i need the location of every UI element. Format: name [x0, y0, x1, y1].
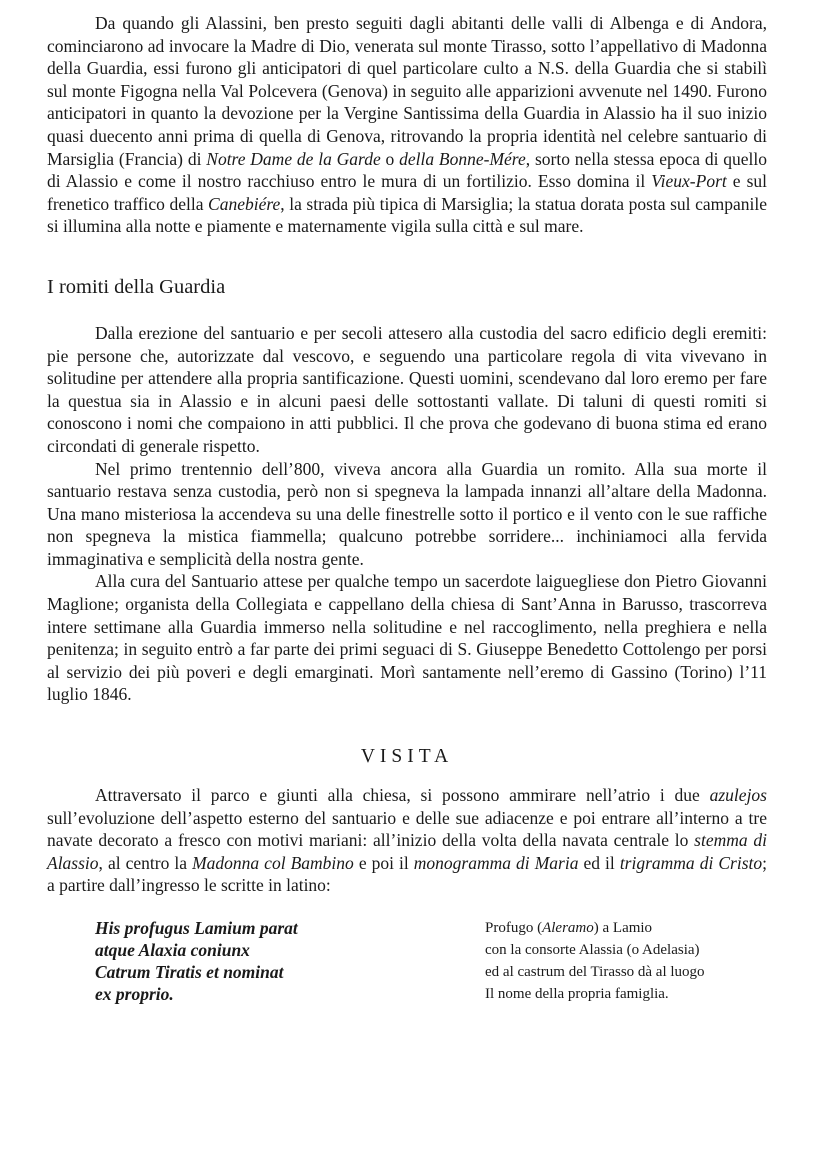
italian-verse-line: ed al castrum del Tirasso dà al luogo [485, 964, 705, 980]
visita-paragraph: Attraversato il parco e giunti alla chiesa, si possono ammirare nell’atrio i due azulejos sull’evoluzione dell’aspetto esterno del santuario e delle sue adiacenze e poi entrare all’interno a tre navate decorato a fresco con motivi mariani: all’inizio della volta della navata centrale lo stemma di Alassio, al centro la Madonna col Bambino e poi il monogramma di Maria ed il trigramma di Cristo; a partire dall’ingresso le scritte in latino: [47, 785, 768, 896]
canebiere-italic: Canebiére [208, 193, 281, 214]
romiti-paragraph-1: Dalla erezione del santuario e per secoli attesero alla custodia del sacro edificio degli eremiti: pie persone che, autorizzate dal vescovo, e seguendo una particolare regola di vita vivevano in solitudine per attendere alla propria santificazione. Questi uomini, scendevano dal loro eremo per fare la questua sia in Alassio e in alcuni paesi delle sottostanti vallate. Di taluni di questi romiti si conoscono i nomi che compaiono in atti pubblici. Il che prova che godevano di buona stima ed erano circondati di generale rispetto. [47, 322, 767, 456]
document-page [47, 12, 767, 1005]
latin-verse-line: His profugus Lamium parat [95, 918, 298, 938]
latin-verse-line: atque Alaxia coniunx [95, 940, 250, 960]
italian-verse-line: Profugo (Aleramo) a Lamio [485, 920, 653, 936]
italian-verse-line: Il nome della propria famiglia. [485, 986, 669, 1002]
vieux-port-italic: Vieux-Port [651, 171, 727, 192]
romiti-heading: I romiti della Guardia [47, 275, 226, 298]
visita-heading: VISITA [360, 746, 454, 768]
romiti-paragraph-2: Nel primo trentennio dell’800, viveva ancora alla Guardia un romito. Alla sua morte il santuario restava senza custodia, però non si spegneva la lampada innanzi all’altare della Madonna. Una mano misteriosa la accendeva su una delle finestrelle sotto il portico e il vento con le sue raffiche non spegneva la mistica fiammella; qualcuno potrebbe sorridere... inchiniamoci alla fervida immaginativa e semplicità della nostra gente. [47, 458, 767, 569]
intro-paragraph: Da quando gli Alassini, ben presto seguiti dagli abitanti delle valli di Albenga e di Andora, cominciarono ad invocare la Madre di Dio, venerata sul monte Tirasso, sotto l’appellativo di Madonna della Guardia, essi furono gli anticipatori di quel particolare culto a N.S. della Guardia che si stabilì sul monte Figogna nella Val Polcevera (Genova) in seguito alle apparizioni avvenute nel 1490. Furono anticipatori in quanto la devozione per la Vergine Santissima della Guardia in Alassio ha il suo inizio quasi duecento anni prima di quella di Genova, ritrovando la propria identità nel celebre santuario di Marsiglia (Francia) di Notre Dame de la Garde o della Bonne-Mére, sorto nella stessa epoca di quello di Alassio e come il nostro racchiuso entro le mura di un fortilizio. Esso domina il Vieux-Port e sul frenetico traffico della Canebiére, la strada più tipica di Marsiglia; la statua dorata posta sul campanile si illumina alla notte e piamente e maternamente vigila sulla città e sul mare. [47, 13, 768, 237]
inscription-verses [47, 917, 767, 1005]
italian-verse-line: con la consorte Alassia (o Adelasia) [485, 942, 700, 958]
notre-dame-italic: Notre Dame de la Garde [206, 148, 381, 169]
romiti-paragraph-3: Alla cura del Santuario attese per qualche tempo un sacerdote laiguegliese don Pietro Giovanni Maglione; organista della Collegiata e cappellano della chiesa di Sant’Anna in Barusso, trascorreva intere settimane alla Guardia immerso nella solitudine e nel raccoglimento, nella preghiera e nella penitenza; in seguito entrò a far parte dei primi seguaci di S. Giuseppe Benedetto Cottolengo per porsi al servizio dei più poveri e degli emarginati. Morì santamente nell’eremo di Gassino (Torino) l’11 luglio 1846. [47, 571, 767, 705]
latin-verse-line: ex proprio. [95, 984, 174, 1004]
italian-translation [485, 917, 767, 1005]
bonne-mere-italic: della Bonne-Mére [399, 148, 526, 169]
latin-verse-line: Catrum Tiratis et nominat [95, 962, 284, 982]
latin-inscription [95, 917, 298, 1005]
